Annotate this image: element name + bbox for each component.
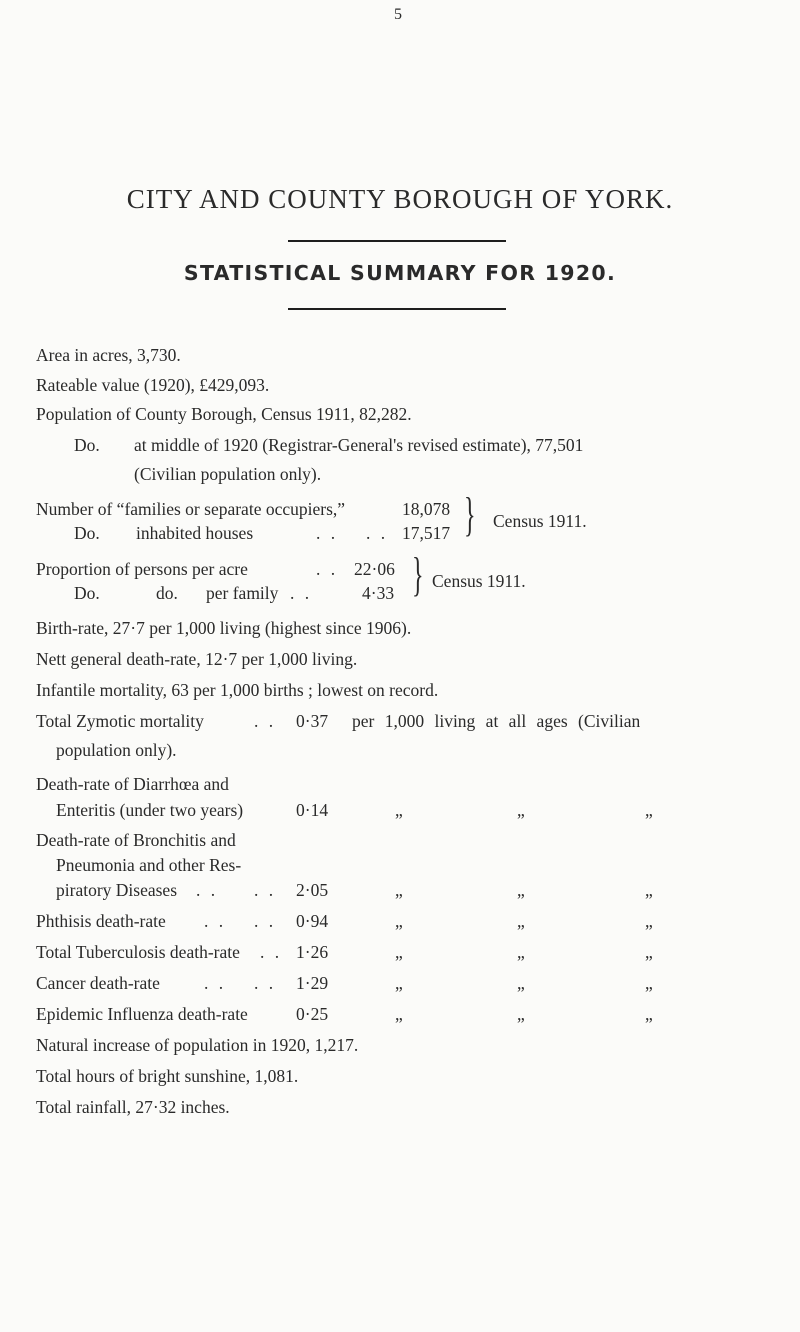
ditto-mark: „ — [395, 942, 403, 962]
ditto-mark: „ — [395, 911, 403, 931]
page-title: CITY AND COUNTY BOROUGH OF YORK. — [126, 184, 674, 214]
ditto-mark: „ — [645, 1004, 653, 1024]
ditto-mark: „ — [645, 800, 653, 820]
families-label: Number of “families or separate occupiers,” — [36, 499, 346, 519]
population-census-line: Population of County Borough, Census 1911, 82,282. — [36, 404, 412, 424]
leader-dots: . . — [254, 711, 277, 731]
family-value: 4·33 — [362, 583, 395, 603]
bottom-rule — [288, 308, 506, 310]
zymotic-value: 0·37 — [296, 711, 329, 731]
bronchitis-label: piratory Diseases — [56, 880, 178, 900]
brace-right: } — [412, 548, 424, 601]
diarrhoea-label: Enteritis (under two years) — [56, 800, 244, 820]
sunshine-line: Total hours of bright sunshine, 1,081. — [36, 1066, 299, 1086]
ditto-mark: „ — [517, 911, 525, 931]
top-rule — [288, 240, 506, 242]
ditto-mark: „ — [517, 1004, 525, 1024]
ditto-mark: „ — [517, 973, 525, 993]
families-value: 18,078 — [402, 499, 451, 519]
ditto-mark: „ — [517, 880, 525, 900]
page-number: 5 — [394, 6, 402, 23]
leader-dots: . . — [316, 523, 339, 543]
leader-dots: . . — [196, 880, 219, 900]
ditto-mark: „ — [395, 800, 403, 820]
leader-dots: . . — [254, 973, 277, 993]
zymotic-label: Total Zymotic mortality — [36, 711, 204, 731]
ditto-mark: „ — [645, 942, 653, 962]
leader-dots: . . — [366, 523, 389, 543]
ditto-do: Do. — [74, 523, 100, 543]
infantile-line: Infantile mortality, 63 per 1,000 births ; lowest on record. — [36, 680, 439, 700]
influenza-label: Epidemic Influenza death-rate — [36, 1004, 248, 1024]
phthisis-value: 0·94 — [296, 911, 329, 931]
tuberculosis-value: 1·26 — [296, 942, 329, 962]
leader-dots: . . — [290, 583, 313, 603]
acre-value: 22·06 — [354, 559, 395, 579]
ditto-do: Do. — [74, 435, 100, 455]
houses-value: 17,517 — [402, 523, 451, 543]
cancer-label: Cancer death-rate — [36, 973, 160, 993]
birth-rate-line: Birth-rate, 27·7 per 1,000 living (highest since 1906). — [36, 618, 412, 638]
rainfall-line: Total rainfall, 27·32 inches. — [36, 1097, 230, 1117]
ditto-do: do. — [156, 583, 178, 603]
ditto-mark: „ — [645, 973, 653, 993]
cancer-value: 1·29 — [296, 973, 329, 993]
brace-right: } — [464, 488, 476, 541]
bronchitis-label: Pneumonia and other Res- — [56, 855, 242, 875]
ditto-do: Do. — [74, 583, 100, 603]
tuberculosis-label: Total Tuberculosis death-rate — [36, 942, 240, 962]
rateable-line: Rateable value (1920), £429,093. — [36, 375, 270, 395]
ditto-mark: „ — [645, 911, 653, 931]
leader-dots: . . — [260, 942, 283, 962]
census-note: Census 1911. — [432, 571, 526, 591]
zymotic-tail: per 1,000 living at all ages (Civilian — [352, 711, 641, 731]
ditto-mark: „ — [395, 880, 403, 900]
civilian-note: (Civilian population only). — [134, 464, 322, 484]
ditto-mark: „ — [517, 942, 525, 962]
area-line: Area in acres, 3,730. — [36, 345, 181, 365]
proportion-label: Proportion of persons per acre — [36, 559, 248, 579]
population-mid-line: at middle of 1920 (Registrar-General's revised estimate), 77,501 — [134, 435, 584, 455]
influenza-value: 0·25 — [296, 1004, 329, 1024]
leader-dots: . . — [254, 880, 277, 900]
leader-dots: . . — [204, 973, 227, 993]
diarrhoea-value: 0·14 — [296, 800, 329, 820]
zymotic-cont: population only). — [56, 740, 177, 760]
per-family-label: per family — [206, 583, 279, 603]
leader-dots: . . — [316, 559, 339, 579]
ditto-mark: „ — [645, 880, 653, 900]
death-rate-line: Nett general death-rate, 12·7 per 1,000 living. — [36, 649, 358, 669]
summary-heading: STATISTICAL SUMMARY FOR 1920. — [183, 261, 617, 285]
ditto-mark: „ — [395, 973, 403, 993]
bronchitis-value: 2·05 — [296, 880, 329, 900]
diarrhoea-label: Death-rate of Diarrhœa and — [36, 774, 229, 794]
houses-label: inhabited houses — [136, 523, 254, 543]
census-note: Census 1911. — [493, 511, 587, 531]
natural-increase-line: Natural increase of population in 1920, 1,217. — [36, 1035, 359, 1055]
bronchitis-label: Death-rate of Bronchitis and — [36, 830, 236, 850]
leader-dots: . . — [204, 911, 227, 931]
ditto-mark: „ — [517, 800, 525, 820]
phthisis-label: Phthisis death-rate — [36, 911, 166, 931]
ditto-mark: „ — [395, 1004, 403, 1024]
leader-dots: . . — [254, 911, 277, 931]
